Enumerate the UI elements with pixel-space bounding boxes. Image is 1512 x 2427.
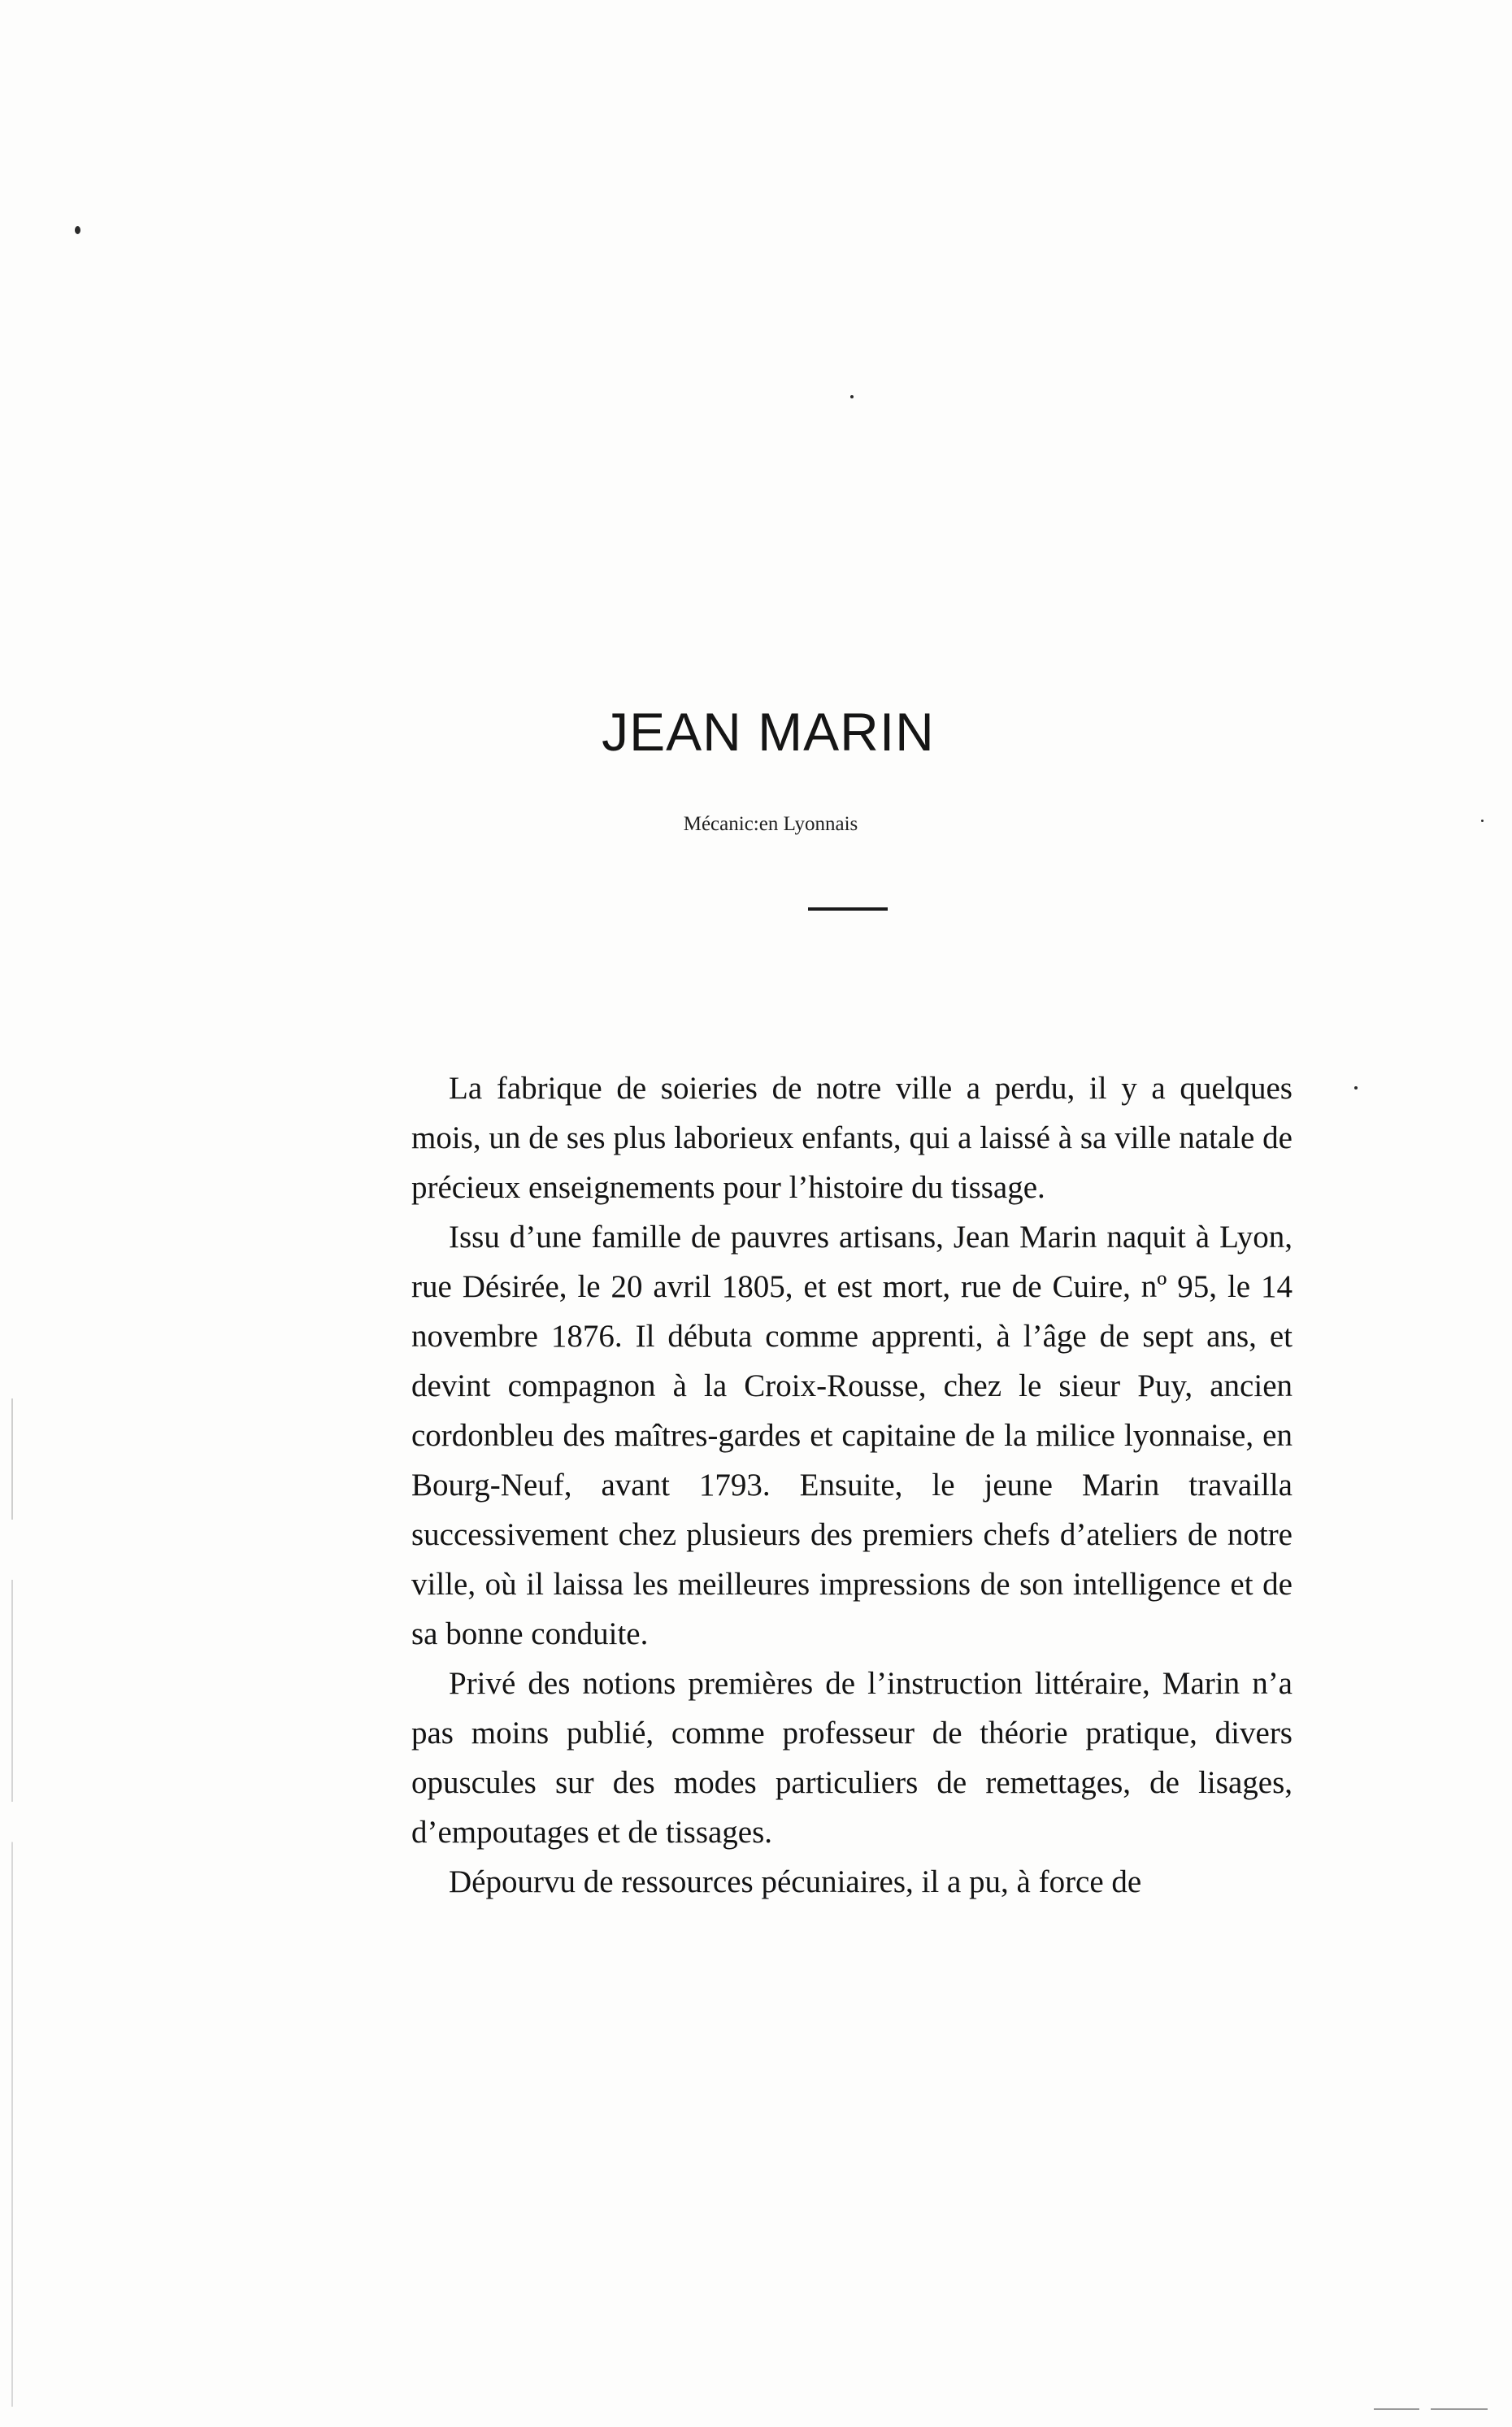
ink-speck (1354, 1086, 1358, 1090)
ink-speck (75, 226, 80, 234)
scan-margin-line (11, 1398, 13, 2407)
paragraph: Dépourvu de ressources pécuniaires, il a pu, à force de (449, 1864, 1142, 1899)
article-body (411, 1063, 1293, 1907)
scan-edge-mark (1374, 2408, 1419, 2410)
paragraph: Issu d’une famille de pauvres artisans, Jean Marin naquit à Lyon, rue Désirée, le 20 avril 1805, et est mort, rue de Cuire, nº 95, le 14 novembre 1876. Il débuta comme apprenti, à l’âge de sept ans, et devint compagnon à la Croix-Rousse, chez le sieur Puy, ancien cordonbleu des maîtres-gardes et capitaine de la milice lyonnaise, en Bourg-Neuf, avant 1793. Ensuite, le jeune Marin travailla successivement chez plusieurs des premiers chefs d’ateliers de notre ville, où il laissa les meilleures impressions de son intelligence et de sa bonne conduite. (411, 1220, 1293, 1651)
paragraph: La fabrique de soieries de notre ville a perdu, il y a quelques mois, un de ses plus laborieux enfants, qui a laissé à sa ville natale de précieux enseignements pour l’histoire du tissage. (411, 1071, 1293, 1205)
page-title: JEAN MARIN (602, 702, 935, 762)
paragraph: Privé des notions premières de l’instruction littéraire, Marin n’a pas moins publié, comme professeur de théorie pratique, divers opuscules sur des modes particuliers de remettages, de lisages, d’empoutages et de tissages. (411, 1666, 1293, 1850)
title-divider (808, 907, 888, 911)
scan-edge-mark (1431, 2408, 1488, 2410)
ink-speck (850, 395, 854, 398)
page-subtitle: Mécanic:en Lyonnais (683, 813, 858, 835)
